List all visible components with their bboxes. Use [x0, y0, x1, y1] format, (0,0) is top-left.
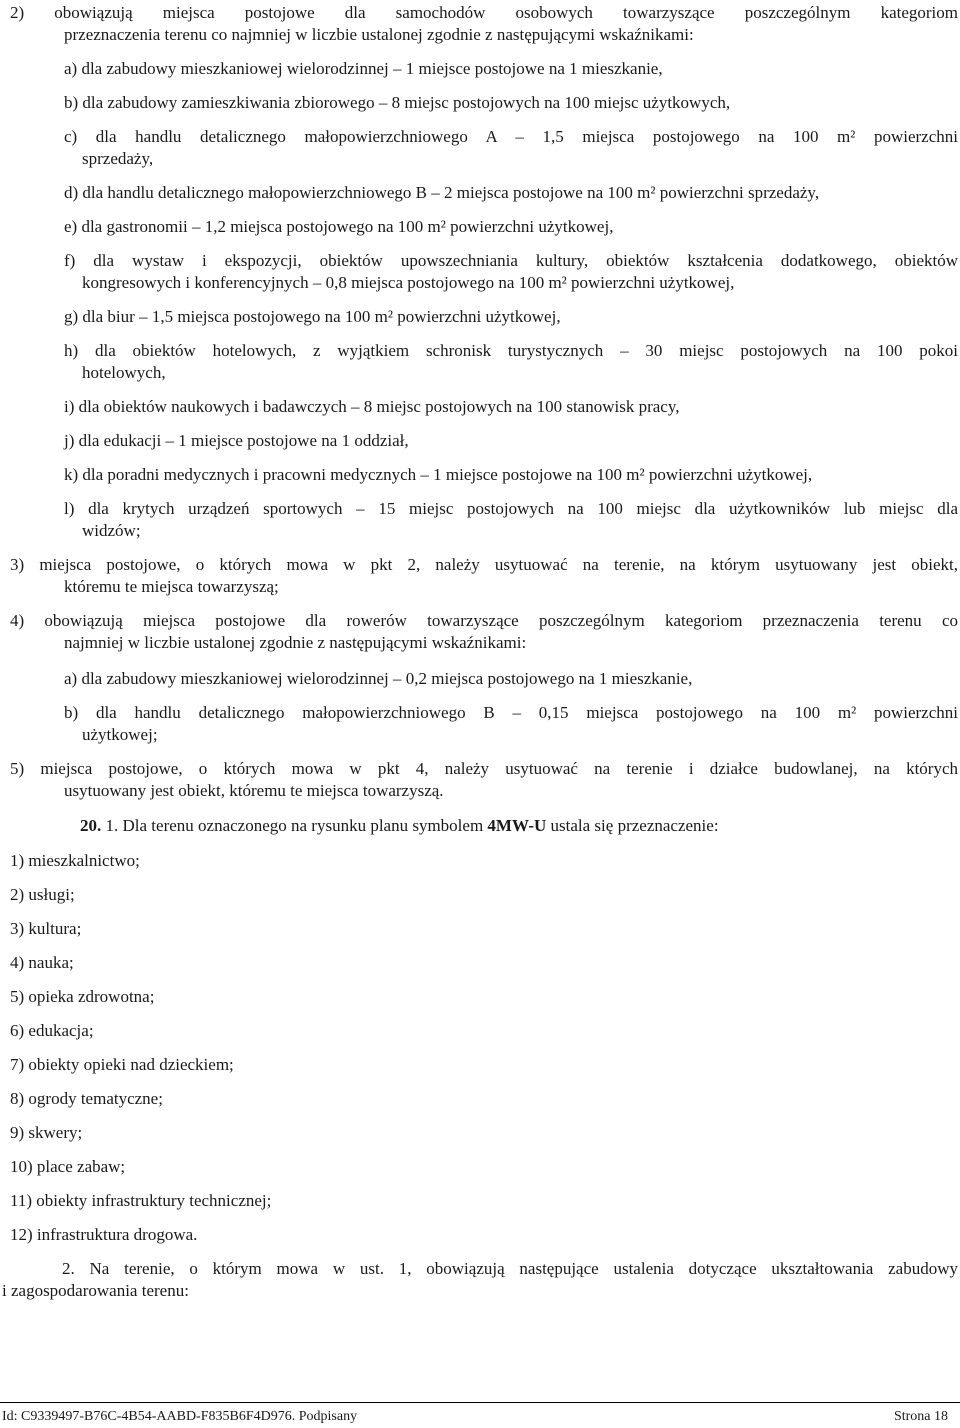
- point-4-line-2: najmniej w liczbie ustalonej zgodnie z następującymi wskaźnikami:: [64, 633, 527, 652]
- point-2l-line-1: l) dla krytych urządzeń sportowych – 15 miejsc postojowych na 100 miejsc dla użytkowników lub miejsc dla: [64, 499, 958, 518]
- point-2-line-1: 2) obowiązują miejsca postojowe dla samochodów osobowych towarzyszące poszczególnym kategoriom: [10, 3, 958, 22]
- footer-divider: [0, 1402, 960, 1403]
- purpose-list-item-6: 6) edukacja;: [10, 1021, 94, 1040]
- point-2i: i) dla obiektów naukowych i badawczych – 8 miejsc postojowych na 100 stanowisk pracy,: [64, 397, 680, 416]
- point-3-line-1: 3) miejsca postojowe, o których mowa w pkt 2, należy usytuować na terenie, na którym usytuowany jest obiekt,: [10, 555, 958, 574]
- purpose-list-item-8: 8) ogrody tematyczne;: [10, 1089, 163, 1108]
- point-2d: d) dla handlu detalicznego małopowierzchniowego B – 2 miejsca postojowe na 100 m² powierzchni sprzedaży,: [64, 183, 820, 202]
- section-20-symbol: 4MW-U: [487, 816, 547, 835]
- point-4b-line-2: użytkowej;: [82, 725, 158, 744]
- section-20-ust-2-line-2: i zagospodarowania terenu:: [2, 1281, 189, 1300]
- purpose-list-item-10: 10) place zabaw;: [10, 1157, 126, 1176]
- section-20-number: 20.: [80, 816, 102, 835]
- purpose-list-item-3: 3) kultura;: [10, 919, 82, 938]
- point-2k: k) dla poradni medycznych i pracowni medycznych – 1 miejsce postojowe na 100 m² powierzchni użytkowej,: [64, 465, 813, 484]
- page-number-footer: Strona 18: [893, 1409, 948, 1424]
- purpose-list-item-5: 5) opieka zdrowotna;: [10, 987, 155, 1006]
- point-5-line-1: 5) miejsca postojowe, o których mowa w pkt 4, należy usytuować na terenie i działce budowlanej, na których: [10, 759, 958, 778]
- purpose-list-item-12: 12) infrastruktura drogowa.: [10, 1225, 198, 1244]
- point-2h-line-2: hotelowych,: [82, 363, 166, 382]
- purpose-list-item-1: 1) mieszkalnictwo;: [10, 851, 140, 870]
- point-2c-line-2: sprzedaży,: [82, 149, 154, 168]
- purpose-list-item-7: 7) obiekty opieki nad dzieckiem;: [10, 1055, 234, 1074]
- section-20-lead-b: ustala się przeznaczenie:: [546, 816, 719, 835]
- document-id-footer: Id: C9339497-B76C-4B54-AABD-F835B6F4D976. Podpisany: [2, 1409, 358, 1424]
- section-20-heading: [80, 815, 719, 837]
- point-4-line-1: 4) obowiązują miejsca postojowe dla rowerów towarzyszące poszczególnym kategoriom przeznaczenia terenu co: [10, 611, 958, 630]
- point-2b: b) dla zabudowy zamieszkiwania zbiorowego – 8 miejsc postojowych na 100 miejsc użytkowych,: [64, 93, 731, 112]
- point-3-line-2: któremu te miejsca towarzyszą;: [64, 577, 279, 596]
- point-2f-line-2: kongresowych i konferencyjnych – 0,8 miejsca postojowego na 100 m² powierzchni użytkowej,: [82, 273, 735, 292]
- section-20-ust-2-line-1: 2. Na terenie, o którym mowa w ust. 1, obowiązują następujące ustalenia dotyczące ukształtowania zabudowy: [62, 1259, 958, 1278]
- point-2a: a) dla zabudowy mieszkaniowej wielorodzinnej – 1 miejsce postojowe na 1 mieszkanie,: [64, 59, 663, 78]
- point-2h-line-1: h) dla obiektów hotelowych, z wyjątkiem schronisk turystycznych – 30 miejsc postojowych na 100 pokoi: [64, 341, 958, 360]
- point-2j: j) dla edukacji – 1 miejsce postojowe na 1 oddział,: [64, 431, 409, 450]
- point-2l-line-2: widzów;: [82, 521, 141, 540]
- point-2e: e) dla gastronomii – 1,2 miejsca postojowego na 100 m² powierzchni użytkowej,: [64, 217, 614, 236]
- point-2g: g) dla biur – 1,5 miejsca postojowego na 100 m² powierzchni użytkowej,: [64, 307, 561, 326]
- section-20-lead-a: 1. Dla terenu oznaczonego na rysunku planu symbolem: [101, 816, 488, 835]
- point-2f-line-1: f) dla wystaw i ekspozycji, obiektów upowszechniania kultury, obiektów kształcenia dodatkowego, obiektów: [64, 251, 958, 270]
- purpose-list-item-11: 11) obiekty infrastruktury technicznej;: [10, 1191, 272, 1210]
- point-5-line-2: usytuowany jest obiekt, któremu te miejsca towarzyszą.: [64, 781, 444, 800]
- purpose-list-item-4: 4) nauka;: [10, 953, 74, 972]
- purpose-list-item-2: 2) usługi;: [10, 885, 75, 904]
- point-2-line-2: przeznaczenia terenu co najmniej w liczbie ustalonej zgodnie z następującymi wskaźnikami:: [64, 25, 694, 44]
- point-2c-line-1: c) dla handlu detalicznego małopowierzchniowego A – 1,5 miejsca postojowego na 100 m² powierzchni: [64, 127, 958, 146]
- purpose-list-item-9: 9) skwery;: [10, 1123, 83, 1142]
- point-4a: a) dla zabudowy mieszkaniowej wielorodzinnej – 0,2 miejsca postojowego na 1 mieszkanie,: [64, 669, 693, 688]
- point-4b-line-1: b) dla handlu detalicznego małopowierzchniowego B – 0,15 miejsca postojowego na 100 m² powierzchni: [64, 703, 958, 722]
